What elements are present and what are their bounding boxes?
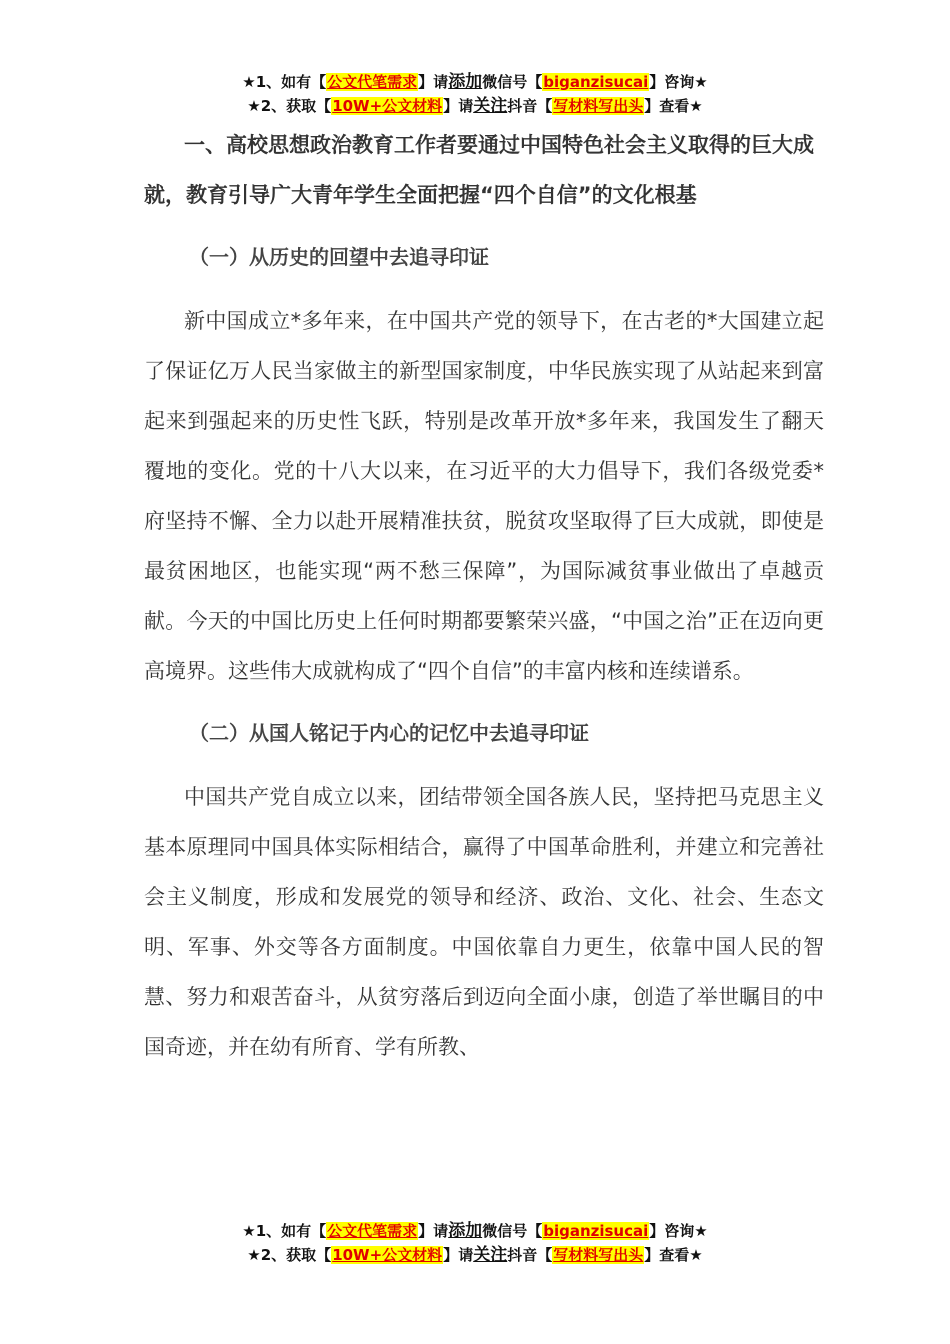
section-2-paragraph: 中国共产党自成立以来，团结带领全国各族人民，坚持把马克思主义基本原理同中国具体实际相结合，赢得了中国革命胜利，并建立和完善社会主义制度，形成和发展党的领导和经济、政治、文化、社会、生态文明、军事、外交等各方面制度。中国依靠自力更生，依靠中国人民的智慧、努力和艰苦奋斗，从贫穷落后到迈向全面小康，创造了举世瞩目的中国奇迹，并在幼有所育、学有所教、 [144,785,824,1059]
highlight-douyin-id: 写材料写出头 [553,97,644,115]
section-1-title: （一）从历史的回望中去追寻印证 [189,245,489,269]
bottom-promo-banner [0,1219,950,1267]
promo-line-2: ★2、获取【10W+公文材料】请关注抖音【写材料写出头】查看★ [247,96,703,116]
promo-line-2-bottom: ★2、获取【10W+公文材料】请关注抖音【写材料写出头】查看★ [247,1245,703,1265]
highlight-materials: 10W+公文材料 [332,97,443,115]
section-1-paragraph: 新中国成立*多年来，在中国共产党的领导下，在古老的*大国建立起了保证亿万人民当家做主的新型国家制度，中华民族实现了从站起来到富起来到强起来的历史性飞跃，特别是改革开放*多年来，我国发生了翻天覆地的变化。党的十八大以来，在习近平的大力倡导下，我们各级党委*府坚持不懈、全力以赴开展精准扶贫，脱贫攻坚取得了巨大成就，即使是最贫困地区，也能实现“两不愁三保障”，为国际减贫事业做出了卓越贡献。今天的中国比历史上任何时期都要繁荣兴盛，“中国之治”正在迈向更高境界。这些伟大成就构成了“四个自信”的丰富内核和连续谱系。 [144,309,824,683]
highlight-service: 公文代笔需求 [327,73,418,91]
document-body [144,120,824,1072]
highlight-wechat-id: biganzisucai [543,73,649,91]
promo-line-1-bottom: ★1、如有【公文代笔需求】请添加微信号【biganzisucai】咨询★ [242,1221,708,1241]
top-promo-banner [0,70,950,118]
section-2-title: （二）从国人铭记于内心的记忆中去追寻印证 [189,721,589,745]
main-heading: 一、高校思想政治教育工作者要通过中国特色社会主义取得的巨大成就，教育引导广大青年学生全面把握“四个自信”的文化根基 [144,133,814,207]
promo-line-1: ★1、如有【公文代笔需求】请添加微信号【biganzisucai】咨询★ [242,72,708,92]
